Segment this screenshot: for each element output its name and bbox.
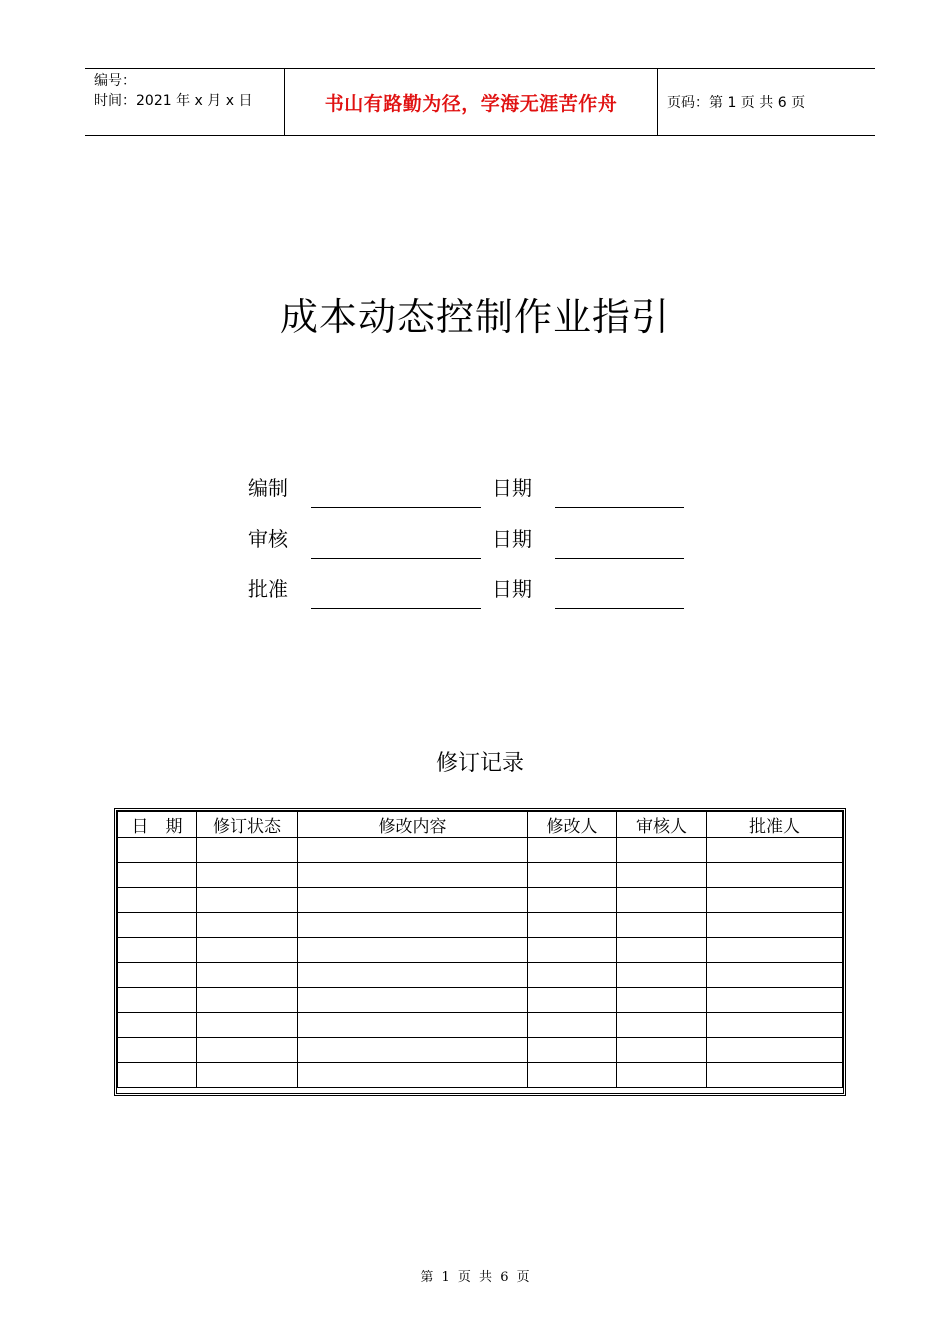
cell-reviewer[interactable] [617,863,707,888]
signature-name-line[interactable] [311,558,481,559]
cell-change-content[interactable] [298,938,528,963]
cell-reviewer[interactable] [617,1063,707,1088]
table-row [118,838,843,863]
cell-approver[interactable] [707,1013,843,1038]
signature-date-line[interactable] [555,507,684,508]
cell-modifier[interactable] [528,963,617,988]
signature-row-review [0,523,950,563]
header-meta [85,69,285,135]
cell-change-content[interactable] [298,988,528,1013]
cell-reviewer[interactable] [617,988,707,1013]
cell-revision-status[interactable] [197,1013,298,1038]
document-time-label: 时间：2021 年 x 月 x 日 [94,93,253,109]
cell-reviewer[interactable] [617,888,707,913]
cell-date[interactable] [118,938,197,963]
signature-date-label: 日期 [492,527,532,551]
cell-modifier[interactable] [528,1063,617,1088]
cell-change-content[interactable] [298,1063,528,1088]
cell-approver[interactable] [707,1038,843,1063]
signature-role-label: 审核 [248,527,288,551]
cell-modifier[interactable] [528,1013,617,1038]
revision-table-body [118,838,843,1088]
cell-date[interactable] [118,913,197,938]
cell-modifier[interactable] [528,888,617,913]
cell-approver[interactable] [707,838,843,863]
table-row [118,913,843,938]
cell-change-content[interactable] [298,1038,528,1063]
cell-approver[interactable] [707,988,843,1013]
cell-revision-status[interactable] [197,863,298,888]
signature-role-label: 编制 [248,476,288,500]
column-header-approver: 批准人 [707,812,843,838]
cell-reviewer[interactable] [617,913,707,938]
cell-date[interactable] [118,1013,197,1038]
cell-reviewer[interactable] [617,938,707,963]
table-row [118,988,843,1013]
table-row [118,863,843,888]
cell-date[interactable] [118,963,197,988]
signature-date-label: 日期 [492,476,532,500]
revision-table-header-row [118,812,843,838]
cell-revision-status[interactable] [197,838,298,863]
cell-approver[interactable] [707,938,843,963]
cell-date[interactable] [118,888,197,913]
signature-date-line[interactable] [555,558,684,559]
cell-approver[interactable] [707,888,843,913]
cell-reviewer[interactable] [617,838,707,863]
signature-row-approve [0,573,950,613]
table-row [118,1063,843,1088]
column-header-date: 日 期 [118,812,197,838]
revision-table-frame [114,808,846,1096]
signature-name-line[interactable] [311,608,481,609]
column-header-revision-status: 修订状态 [197,812,298,838]
page-header [85,68,875,136]
cell-modifier[interactable] [528,913,617,938]
cell-modifier[interactable] [528,938,617,963]
cell-revision-status[interactable] [197,938,298,963]
table-row [118,1013,843,1038]
header-page-info: 页码：第 1 页 共 6 页 [667,95,806,111]
cell-change-content[interactable] [298,963,528,988]
cell-date[interactable] [118,838,197,863]
cell-reviewer[interactable] [617,1013,707,1038]
table-row [118,963,843,988]
cell-modifier[interactable] [528,838,617,863]
header-page-info-cell [658,69,875,135]
signature-role-label: 批准 [248,577,288,601]
cell-change-content[interactable] [298,863,528,888]
column-header-change-content: 修改内容 [298,812,528,838]
cell-date[interactable] [118,1038,197,1063]
cell-approver[interactable] [707,863,843,888]
document-number-label: 编号： [94,73,136,89]
cell-revision-status[interactable] [197,1038,298,1063]
column-header-modifier: 修改人 [528,812,617,838]
header-motto: 书山有路勤为径，学海无涯苦作舟 [324,92,618,115]
cell-date[interactable] [118,988,197,1013]
signature-date-line[interactable] [555,608,684,609]
revision-table [117,811,843,1088]
signature-date-label: 日期 [492,577,532,601]
cell-revision-status[interactable] [197,963,298,988]
table-row [118,938,843,963]
cell-modifier[interactable] [528,1038,617,1063]
cell-revision-status[interactable] [197,988,298,1013]
table-row [118,888,843,913]
cell-change-content[interactable] [298,838,528,863]
cell-approver[interactable] [707,1063,843,1088]
cell-reviewer[interactable] [617,963,707,988]
cell-revision-status[interactable] [197,888,298,913]
cell-approver[interactable] [707,963,843,988]
cell-date[interactable] [118,863,197,888]
page-footer: 第 1 页 共 6 页 [420,1270,530,1285]
table-row [118,1038,843,1063]
cell-change-content[interactable] [298,888,528,913]
document-title: 成本动态控制作业指引 [279,295,670,339]
cell-reviewer[interactable] [617,1038,707,1063]
signature-row-compile [0,472,950,512]
cell-change-content[interactable] [298,913,528,938]
cell-modifier[interactable] [528,863,617,888]
cell-modifier[interactable] [528,988,617,1013]
revision-record-title: 修订记录 [435,751,524,776]
column-header-reviewer: 审核人 [617,812,707,838]
header-motto-cell [285,69,658,135]
cell-revision-status[interactable] [197,913,298,938]
cell-change-content[interactable] [298,1013,528,1038]
signature-name-line[interactable] [311,507,481,508]
cell-date[interactable] [118,1063,197,1088]
cell-approver[interactable] [707,913,843,938]
cell-revision-status[interactable] [197,1063,298,1088]
